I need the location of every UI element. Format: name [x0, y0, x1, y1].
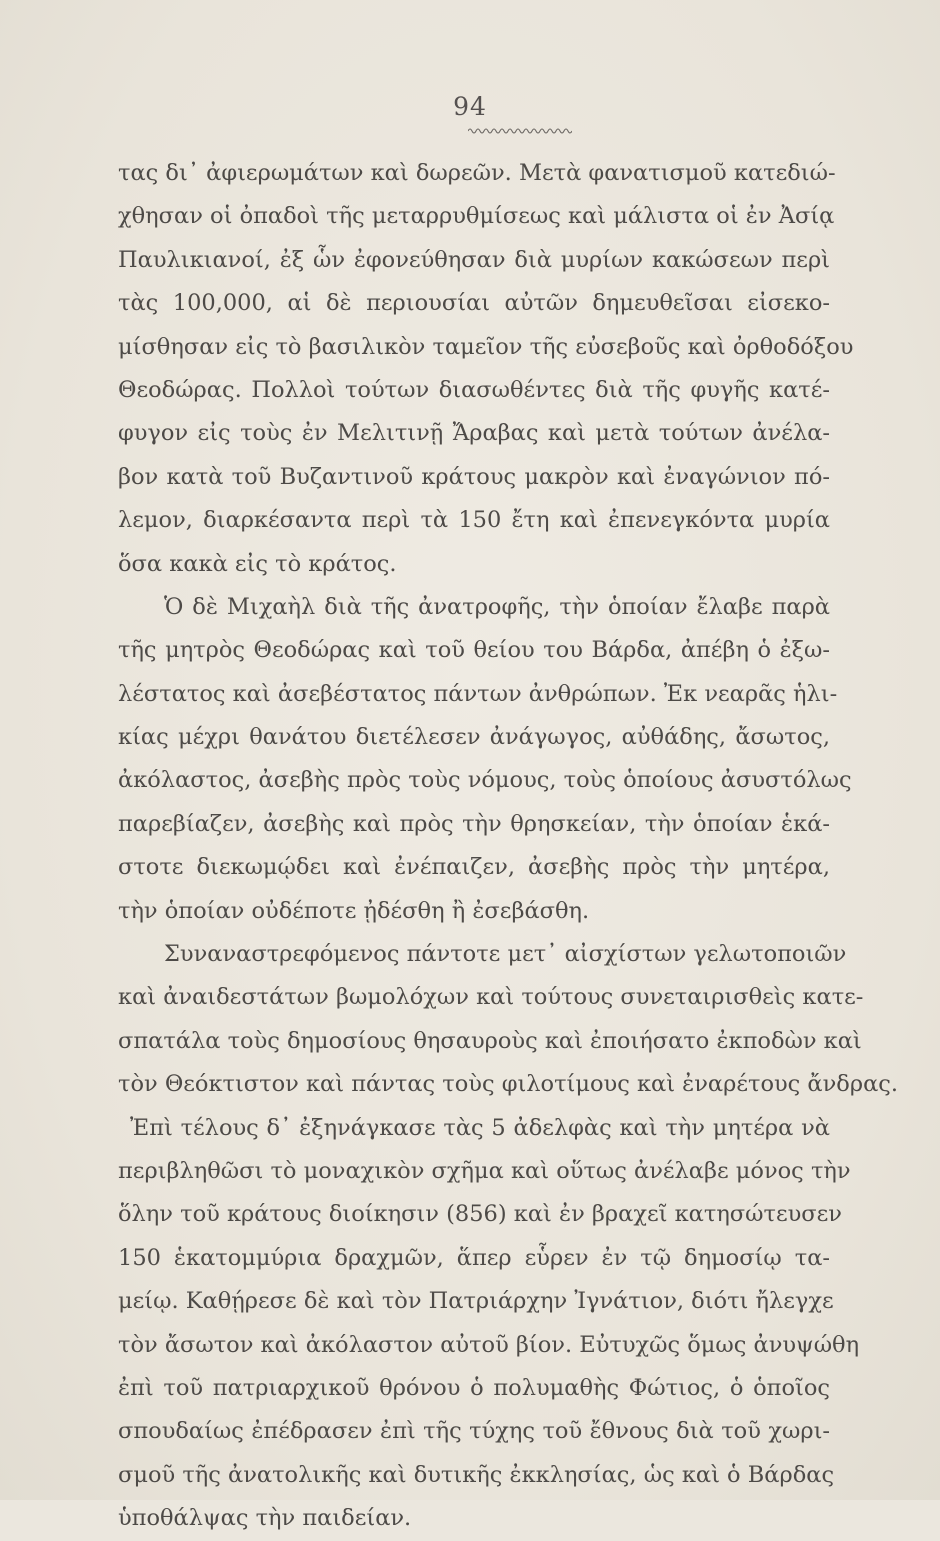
text-line: ὑποθάλψας τὴν παιδείαν. [118, 1505, 412, 1532]
wavy-rule-ornament [468, 126, 572, 136]
text-line: λέστατος καὶ ἀσεβέστατος πάντων ἀνθρώπων. Ἐκ νεαρᾶς ἡλι- [118, 680, 838, 707]
text-line: τας δι᾽ ἀφιερωμάτων καὶ δωρεῶν. Μετὰ φανατισμοῦ κατεδιώ- [118, 160, 836, 186]
text-line: καὶ ἀναιδεστάτων βωμολόχων καὶ τούτους συνεταιρισθεὶς κατε- [118, 984, 864, 1011]
text-line: Συναναστρεφόμενος πάντοτε μετ᾽ αἰσχίστων γελωτοποιῶν [164, 941, 847, 968]
text-line: ἐπὶ τοῦ πατριαρχικοῦ θρόνου ὁ πολυμαθὴς Φώτιος, ὁ ὁποῖος [118, 1374, 830, 1401]
text-line: παρεβίαζεν, ἀσεβὴς καὶ πρὸς τὴν θρησκείαν, τὴν ὁποίαν ἑκά- [118, 810, 830, 837]
text-line: μίσθησαν εἰς τὸ βασιλικὸν ταμεῖον τῆς εὐσεβοῦς καὶ ὀρθοδόξου [118, 333, 854, 360]
text-line: τῆς μητρὸς Θεοδώρας καὶ τοῦ θείου του Βάρδα, ἀπέβη ὁ ἐξω- [118, 637, 830, 664]
text-line: τὴν ὁποίαν οὐδέποτε ᾐδέσθη ἢ ἐσεβάσθη. [118, 897, 590, 924]
text-line: μείῳ. Καθῄρεσε δὲ καὶ τὸν Πατριάρχην Ἰγνάτιον, διότι ἤλεγχε [118, 1288, 834, 1315]
text-line: ἀκόλαστος, ἀσεβὴς πρὸς τοὺς νόμους, τοὺς ὁποίους ἀσυστόλως [118, 767, 852, 794]
text-line: τὰς 100,000, αἱ δὲ περιουσίαι αὐτῶν δημευθεῖσαι εἰσεκο- [118, 290, 830, 317]
text-line: λεμον, διαρκέσαντα περὶ τὰ 150 ἔτη καὶ ἐπενεγκόντα μυρία [118, 507, 830, 534]
text-line: βον κατὰ τοῦ Βυζαντινοῦ κράτους μακρὸν καὶ ἐναγώνιον πό- [118, 463, 830, 490]
text-line: στοτε διεκωμῴδει καὶ ἐνέπαιζεν, ἀσεβὴς πρὸς τὴν μητέρα, [118, 854, 830, 881]
text-line: ὅσα κακὰ εἰς τὸ κράτος. [118, 550, 397, 577]
text-line: τὸν Θεόκτιστον καὶ πάντας τοὺς φιλοτίμους καὶ ἐναρέτους ἄνδρας. [118, 1071, 899, 1098]
text-line: σπατάλα τοὺς δημοσίους θησαυροὺς καὶ ἐποιήσατο ἐκποδὼν καὶ [118, 1027, 862, 1054]
text-line: Παυλικιανοί, ἐξ ὧν ἐφονεύθησαν διὰ μυρίων κακώσεων περὶ [118, 246, 830, 273]
text-line: Ἐπὶ τέλους δ᾽ ἐξηνάγκασε τὰς 5 ἀδελφὰς καὶ τὴν μητέρα νὰ [130, 1114, 830, 1141]
text-line: Ὁ δὲ Μιχαὴλ διὰ τῆς ἀνατροφῆς, τὴν ὁποίαν ἔλαβε παρὰ [164, 593, 830, 620]
text-line: Θεοδώρας. Πολλοὶ τούτων διασωθέντες διὰ τῆς φυγῆς κατέ- [118, 376, 830, 403]
text-line: ὅλην τοῦ κράτους διοίκησιν (856) καὶ ἐν βραχεῖ κατησώτευσεν [118, 1201, 842, 1228]
text-line: φυγον εἰς τοὺς ἐν Μελιτινῇ Ἄραβας καὶ μετὰ τούτων ἀνέλα- [118, 420, 830, 447]
text-line: περιβληθῶσι τὸ μοναχικὸν σχῆμα καὶ οὕτως ἀνέλαβε μόνος τὴν [118, 1157, 851, 1184]
text-line: 150 ἑκατομμύρια δραχμῶν, ἅπερ εὗρεν ἐν τῷ δημοσίῳ τα- [118, 1244, 830, 1271]
text-line: τὸν ἄσωτον καὶ ἀκόλαστον αὐτοῦ βίον. Εὐτυχῶς ὅμως ἀνυψώθη [118, 1331, 860, 1358]
text-line: χθησαν οἱ ὀπαδοὶ τῆς μεταρρυθμίσεως καὶ μάλιστα οἱ ἐν Ἀσίᾳ [118, 203, 835, 230]
text-line: κίας μέχρι θανάτου διετέλεσεν ἀνάγωγος, αὐθάδης, ἄσωτος, [118, 724, 830, 751]
page-number: 94 [453, 92, 487, 121]
text-line: σπουδαίως ἐπέδρασεν ἐπὶ τῆς τύχης τοῦ ἔθνους διὰ τοῦ χωρι- [118, 1418, 830, 1445]
body-text [118, 152, 899, 1541]
text-line: σμοῦ τῆς ἀνατολικῆς καὶ δυτικῆς ἐκκλησίας, ὡς καὶ ὁ Βάρδας [118, 1461, 835, 1488]
